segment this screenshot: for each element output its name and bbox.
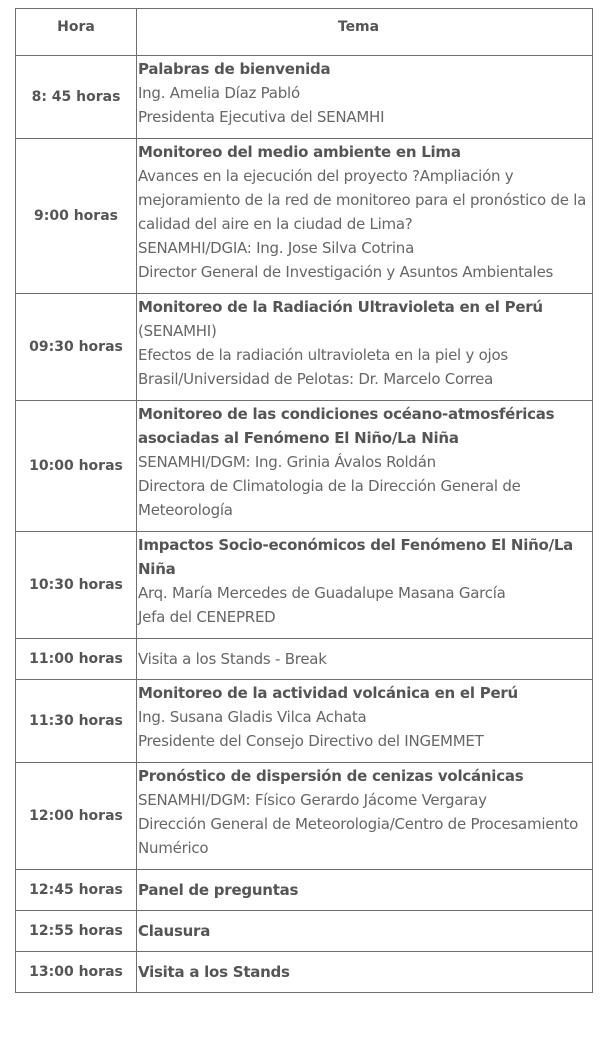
time-cell: 13:00 horas [16,952,137,993]
header-hora: Hora [16,9,137,56]
topic-cell [137,56,593,139]
topic-cell [137,870,593,911]
topic-detail-line: mejoramiento de la red de monitoreo para el pronóstico de la [138,191,587,209]
topic-detail-line: Efectos de la radiación ultravioleta en la piel y ojos [138,346,508,364]
topic-detail-line: Ing. Amelia Díaz Pabló [138,84,300,102]
topic-detail-line: Presidente del Consejo Directivo del INGEMMET [138,732,484,750]
topic-title: Visita a los Stands [138,963,290,981]
topic-title: Monitoreo de las condiciones océano-atmosféricas asociadas al Fenómeno El Niño/La Niña [138,405,555,447]
table-row [16,911,593,952]
table-row [16,56,593,139]
time-cell: 9:00 horas [16,139,137,294]
table-row [16,294,593,401]
topic-detail-line: Jefa del CENEPRED [138,608,276,626]
topic-detail-line: Ing. Susana Gladis Vilca Achata [138,708,367,726]
topic-title: Monitoreo de la actividad volcánica en el Perú [138,684,518,702]
table-row [16,401,593,532]
topic-cell [137,401,593,532]
topic-cell [137,532,593,639]
header-tema: Tema [137,9,593,56]
topic-cell [137,639,593,680]
time-cell: 10:00 horas [16,401,137,532]
topic-detail-line: Arq. María Mercedes de Guadalupe Masana García [138,584,506,602]
topic-title: Pronóstico de dispersión de cenizas volcánicas [138,767,524,785]
time-cell: 11:00 horas [16,639,137,680]
table-row [16,870,593,911]
time-cell: 09:30 horas [16,294,137,401]
topic-detail-line: Presidenta Ejecutiva del SENAMHI [138,108,385,126]
topic-detail-line: Meteorología [138,501,233,519]
topic-detail-line: (SENAMHI) [138,322,217,340]
time-cell: 10:30 horas [16,532,137,639]
time-cell: 12:55 horas [16,911,137,952]
topic-detail-line: Brasil/Universidad de Pelotas: Dr. Marcelo Correa [138,370,494,388]
topic-cell [137,139,593,294]
topic-title: Panel de preguntas [138,881,299,899]
topic-cell [137,952,593,993]
topic-detail-line: Dirección General de Meteorologia/Centro de Procesamiento [138,815,579,833]
table-row [16,532,593,639]
topic-detail-line: SENAMHI/DGM: Físico Gerardo Jácome Vergaray [138,791,487,809]
table-row [16,763,593,870]
topic-cell [137,680,593,763]
header-row [16,9,593,56]
topic-title: Palabras de bienvenida [138,60,331,78]
topic-detail-line: Director General de Investigación y Asuntos Ambientales [138,263,554,281]
topic-title: Monitoreo del medio ambiente en Lima [138,143,461,161]
topic-cell [137,911,593,952]
topic-detail-line: Numérico [138,839,209,857]
time-cell: 12:00 horas [16,763,137,870]
agenda-body [16,56,593,993]
topic-cell [137,294,593,401]
topic-detail-line: Directora de Climatologia de la Dirección General de [138,477,521,495]
table-row [16,680,593,763]
table-row [16,952,593,993]
table-row [16,639,593,680]
topic-title: Clausura [138,922,211,940]
agenda-table [15,8,593,993]
time-cell: 12:45 horas [16,870,137,911]
topic-detail-line: Visita a los Stands - Break [138,650,327,668]
topic-title: Monitoreo de la Radiación Ultravioleta en el Perú [138,298,543,316]
time-cell: 8: 45 horas [16,56,137,139]
topic-detail-line: calidad del aire en la ciudad de Lima? [138,215,413,233]
time-cell: 11:30 horas [16,680,137,763]
topic-cell [137,763,593,870]
topic-detail-line: SENAMHI/DGM: Ing. Grinia Ávalos Roldán [138,453,436,471]
topic-detail-line: Avances en la ejecución del proyecto ?Ampliación y [138,167,514,185]
table-row [16,139,593,294]
topic-detail-line: SENAMHI/DGIA: Ing. Jose Silva Cotrina [138,239,415,257]
topic-title: Impactos Socio-económicos del Fenómeno El Niño/La Niña [138,536,574,578]
